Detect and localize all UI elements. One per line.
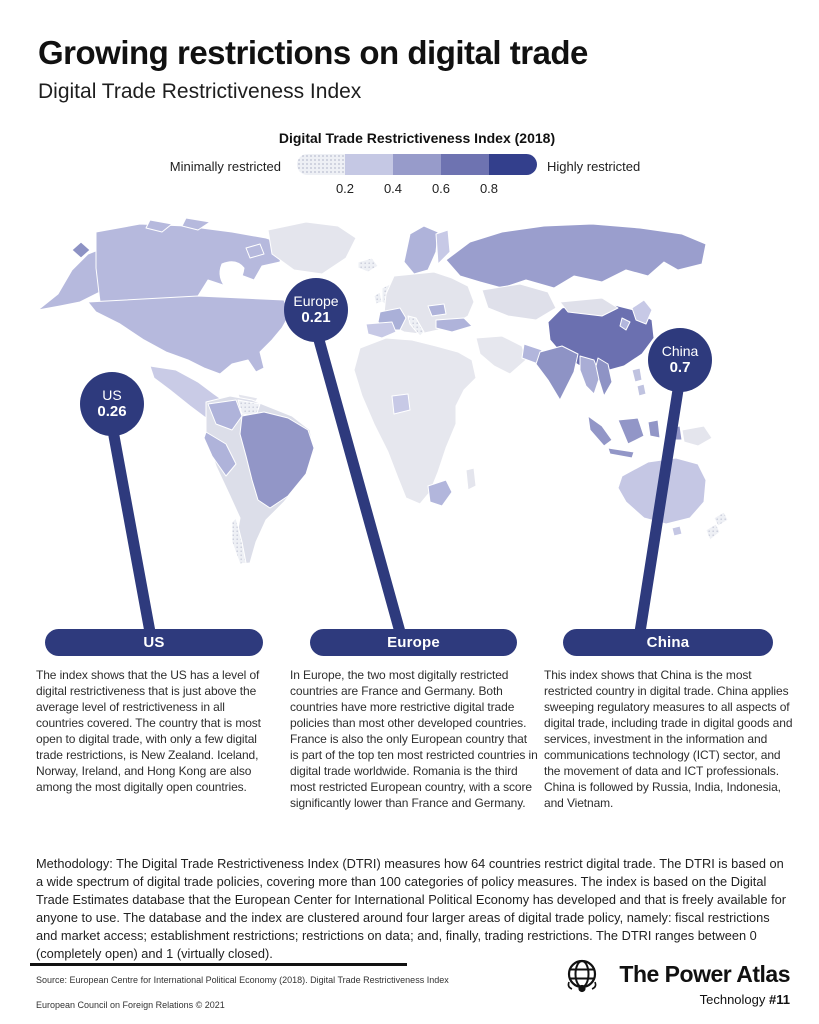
map-region-hudson-bay: [220, 262, 244, 290]
section-pill-china: China: [563, 629, 773, 656]
source-line-1: Source: European Centre for International Political Economy (2018). Digital Trade Restrictiveness Index: [36, 975, 449, 985]
callout-china-value: 0.7: [669, 359, 691, 377]
edition-label: [606, 992, 790, 1007]
callout-us-value: 0.26: [97, 403, 127, 421]
section-text-china: This index shows that China is the most restricted country in digital trade. China applies sweeping regulatory measures to all aspects of digital trade, including trade in digital goods and services, investment in the information and communications technology (ICT) sector, and the movement of data and ICT professionals. China is followed by Russia, India, Indonesia, and Vietnam.: [544, 668, 793, 810]
legend-tick: 0.4: [383, 181, 403, 196]
footer-divider: [30, 963, 407, 966]
map-region-iceland: [358, 258, 378, 272]
map-region-central-asia: [482, 284, 556, 320]
globe-icon: [562, 956, 602, 998]
map-region-new-zealand: [706, 512, 728, 540]
callout-us: [80, 372, 144, 436]
callout-us-label: US: [102, 387, 122, 404]
map-region-africa: [354, 338, 476, 504]
source-line-2: European Council on Foreign Relations © 2021: [36, 1000, 225, 1010]
map-region-usa: [88, 296, 290, 374]
legend-tick: 0.8: [479, 181, 499, 196]
section-text-europe: In Europe, the two most digitally restricted countries are France and Germany. Both countries have more restrictive digital trade policies than most other developed countries. France is also the only European country that is part of the top ten most restricted countries in digital trade worldwide. Romania is the third most restricted European country, with a score significantly lower than France and Germany.: [290, 668, 538, 810]
map-region-spain: [366, 322, 396, 338]
map-region-nigeria: [392, 394, 410, 414]
brand-name: The Power Atlas: [619, 961, 790, 987]
legend-tick: 0.2: [335, 181, 355, 196]
callout-europe: [284, 278, 348, 342]
section-text-us: The index shows that the US has a level of digital restrictiveness that is just above the average level of restrictiveness in all countries covered. The country that is most open to digital trade, with only a few digital trade restrictions, is New Zealand. Iceland, Norway, Ireland, and Hong Kong are also among the most digitally open countries.: [36, 668, 261, 794]
map-region-new-guinea: [682, 426, 712, 446]
section-pill-europe: Europe: [310, 629, 517, 656]
map-region-australia: [618, 458, 706, 524]
legend-segment-2: [393, 154, 441, 175]
callout-china-label: China: [661, 343, 699, 360]
map-region-greenland: [268, 222, 356, 274]
section-pill-us: US: [45, 629, 263, 656]
legend-color-scale: [297, 154, 537, 175]
legend-min-label: Minimally restricted: [169, 159, 281, 174]
map-region-indonesia: [588, 416, 682, 458]
legend-segment-4: [489, 154, 537, 175]
map-region-canada: [96, 224, 284, 302]
map-region-ireland: [374, 292, 382, 304]
map-region-scandinavia: [404, 226, 438, 274]
legend-max-label: Highly restricted: [547, 159, 641, 174]
legend-segment-1: [345, 154, 393, 175]
map-region-madagascar: [466, 468, 476, 490]
legend-tick: 0.6: [431, 181, 451, 196]
map-region-india: [536, 346, 578, 400]
legend-title: Digital Trade Restrictiveness Index (2018): [278, 130, 556, 146]
map-region-philippines: [632, 368, 646, 396]
map-region-turkey: [436, 318, 472, 332]
edition-category: Technology: [699, 992, 766, 1007]
methodology-text: Methodology: The Digital Trade Restrictiveness Index (DTRI) measures how 64 countries restrict digital trade. The DTRI is based on a wide spectrum of digital trade policies, covering more than 100 categories of policy measures. The index is based on the Digital Trade Estimates database that the European Center for International Political Economy has developed and that is freely available for anyone to use. The database and the index are clustered around four larger areas of digital trade policy, namely: fiscal restrictions and market access; establishment restrictions; restrictions on data; and, finally, trading restrictions. The DTRI ranges between 0 (completely open) and 1 (virtually closed).: [36, 856, 787, 961]
edition-number: #11: [769, 992, 790, 1007]
page-title: Growing restrictions on digital trade: [38, 34, 588, 71]
legend-segment-3: [441, 154, 489, 175]
map-region-tasmania: [672, 526, 682, 536]
callout-europe-label: Europe: [293, 293, 339, 310]
page-subtitle: Digital Trade Restrictiveness Index: [38, 80, 362, 103]
map-region-middle-east: [476, 336, 526, 374]
legend-segment-0: [297, 154, 345, 175]
callout-europe-value: 0.21: [301, 309, 331, 327]
callout-china: [648, 328, 712, 392]
map-region-russia: [446, 224, 706, 288]
